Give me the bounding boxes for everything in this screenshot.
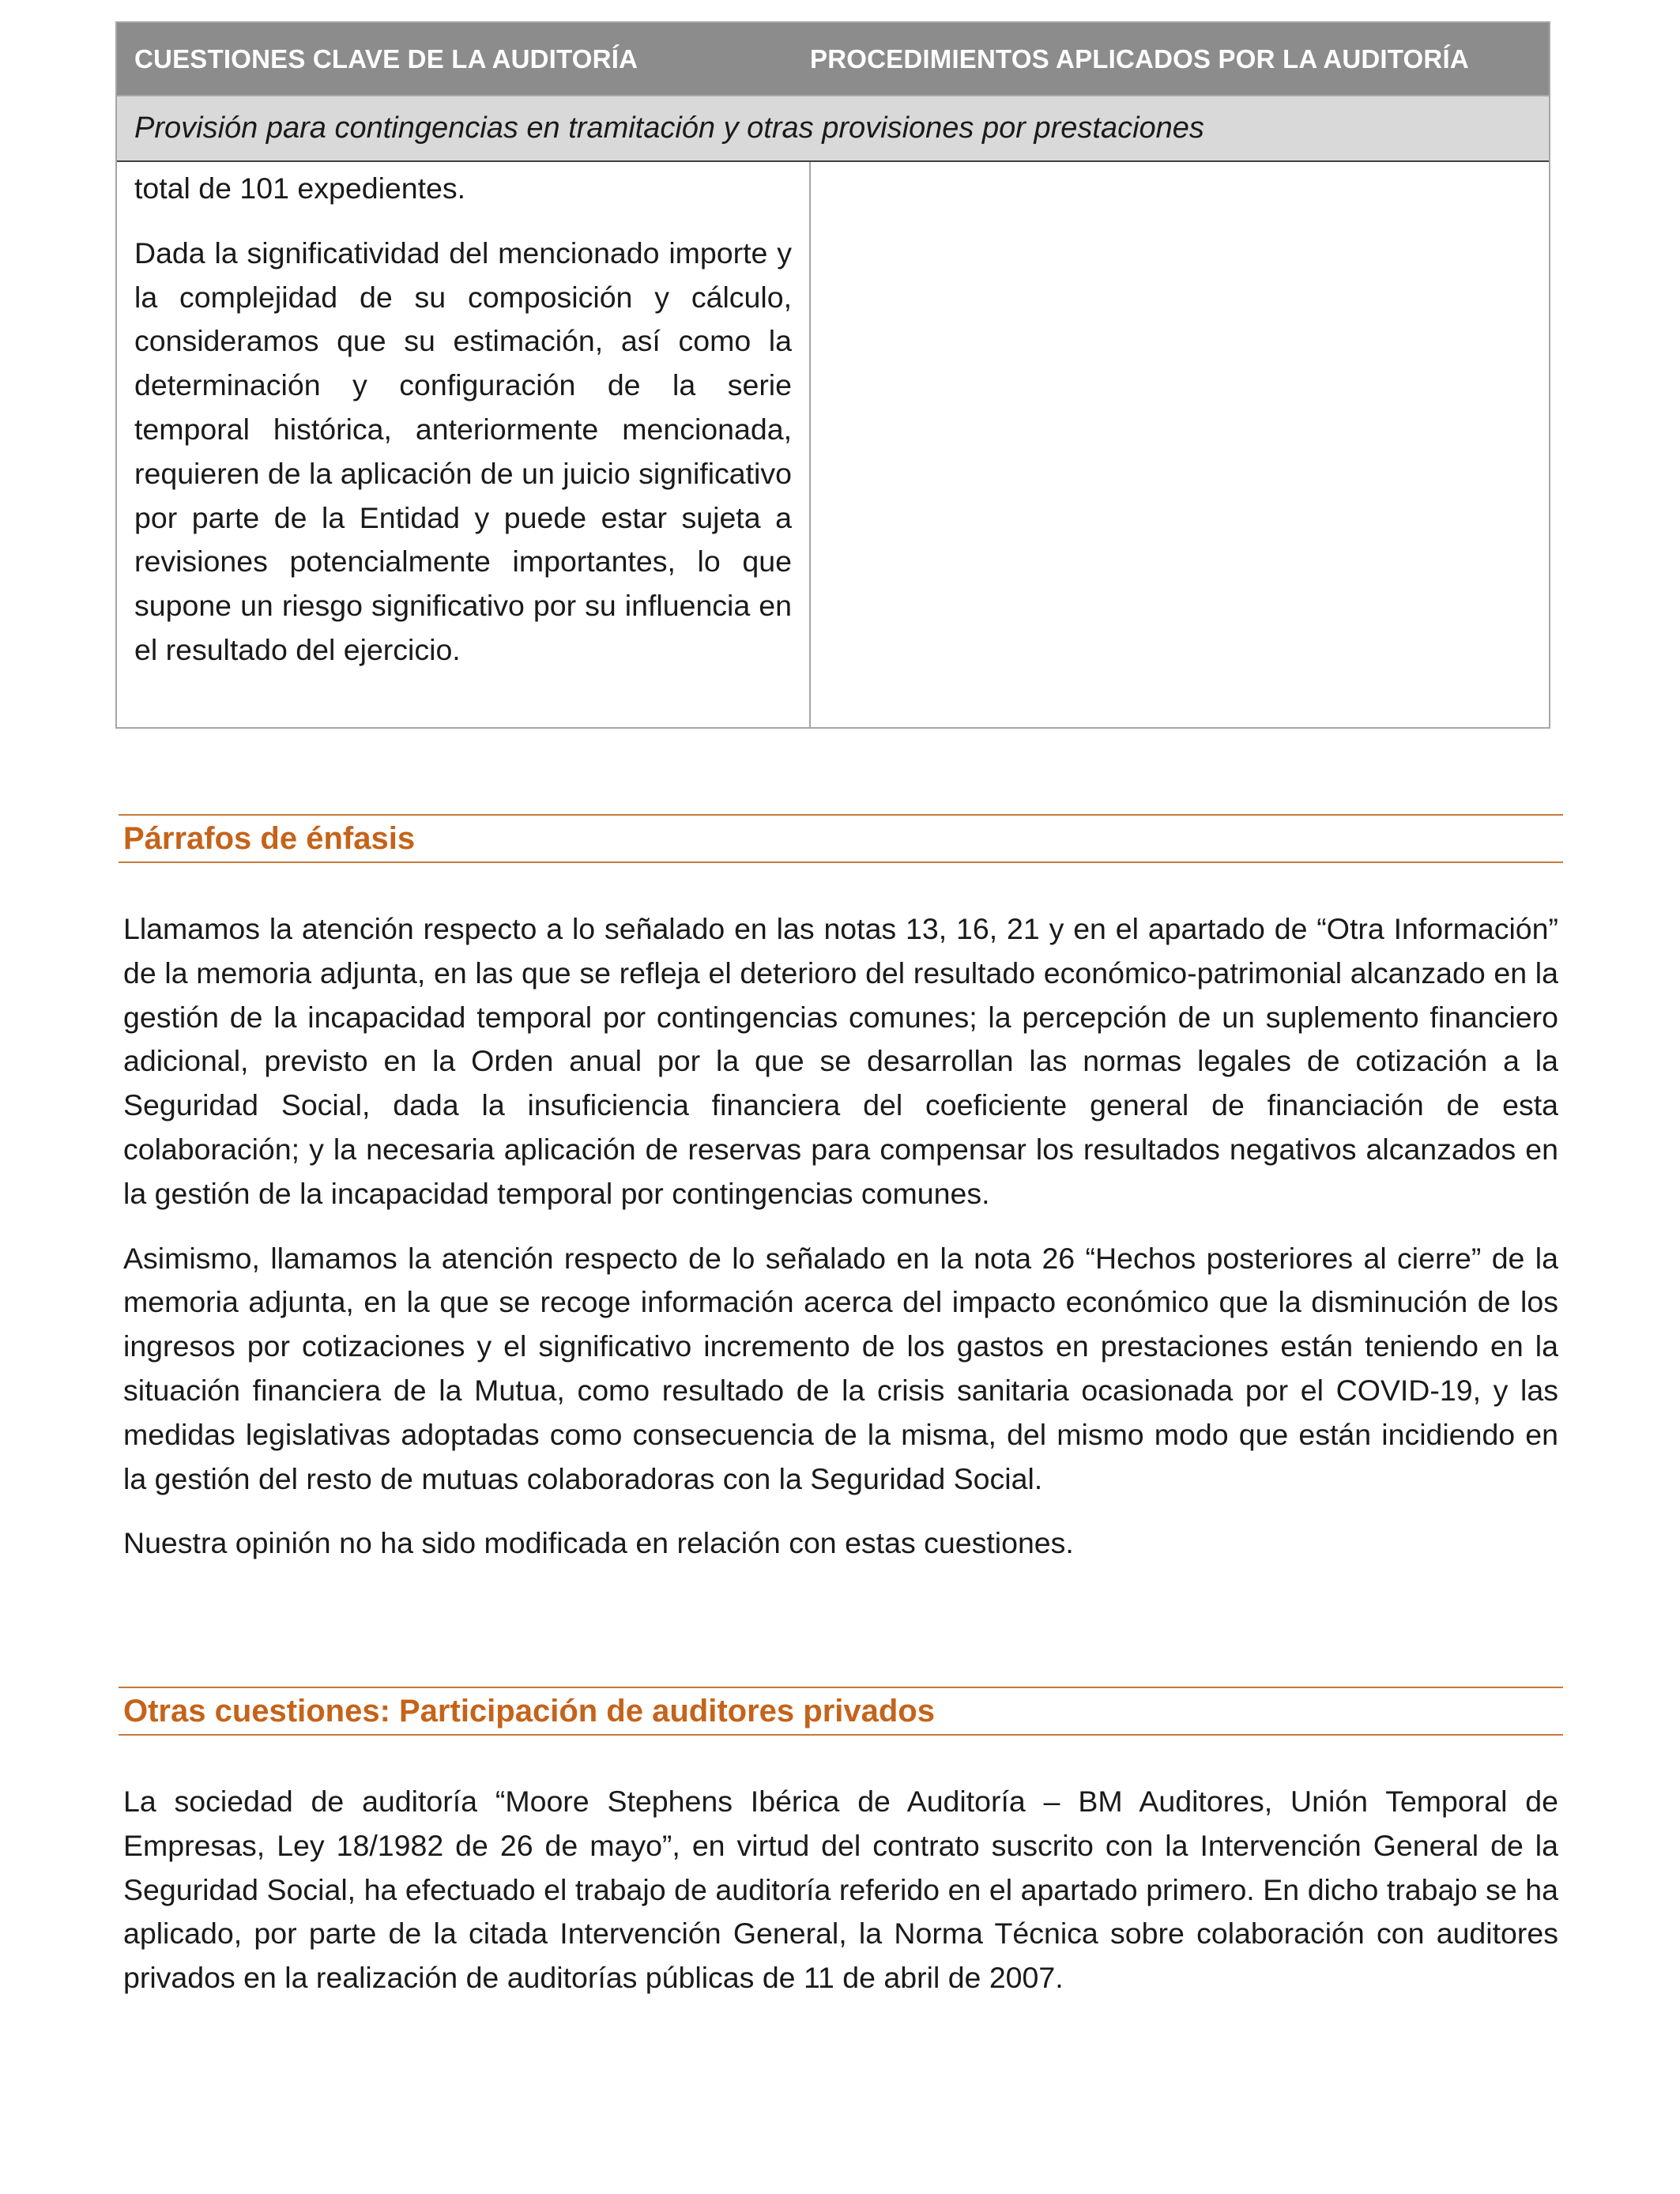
emphasis-section-body: [119, 907, 1563, 1566]
table-cell-paragraph: total de 101 expedientes.: [134, 172, 466, 205]
key-audit-matters-table: [115, 21, 1550, 729]
table-cell-key-matters: [117, 162, 811, 727]
body-paragraph: Nuestra opinión no ha sido modificada en relación con estas cuestiones.: [123, 1526, 1074, 1560]
body-paragraph: La sociedad de auditoría “Moore Stephens Ibérica de Auditoría – BM Auditores, Unión Temporal de Empresas, Ley 18/1982 de 26 de mayo”, en virtud del contrato suscrito con la Intervención General de la Seguridad Social, ha efectuado el trabajo de auditoría referido en el apartado primero. En dicho trabajo se ha aplicado, por parte de la citada Intervención General, la Norma Técnica sobre colaboración con auditores privados en la realización de auditorías públicas de 11 de abril de 2007.: [123, 1785, 1558, 1995]
table-header-key-matters: CUESTIONES CLAVE DE LA AUDITORÍA: [134, 43, 638, 74]
table-cell-procedures: [811, 162, 1549, 727]
other-matters-section-body: [119, 1780, 1563, 2000]
body-paragraph: Llamamos la atención respecto a lo señalado en las notas 13, 16, 21 y en el apartado de “Otra Información” de la memoria adjunta, en las que se refleja el deterioro del resultado económico-patrimonial alcanzado en la gestión de la incapacidad temporal por contingencias comunes; la percepción de un suplemento financiero adicional, previsto en la Orden anual por la que se desarrollan las normas legales de cotización a la Seguridad Social, dada la insuficiencia financiera del coeficiente general de financiación de esta colaboración; y la necesaria aplicación de reservas para compensar los resultados negativos alcanzados en la gestión de la incapacidad temporal por contingencias comunes.: [123, 912, 1558, 1210]
body-paragraph: Asimismo, llamamos la atención respecto de lo señalado en la nota 26 “Hechos posteriores al cierre” de la memoria adjunta, en la que se recoge información acerca del impacto económico que la disminución de los ingresos por cotizaciones y el significativo incremento de los gastos en prestaciones están teniendo en la situación financiera de la Mutua, como resultado de la crisis sanitaria ocasionada por el COVID-19, y las medidas legislativas adoptadas como consecuencia de la misma, del mismo modo que están incidiendo en la gestión del resto de mutuas colaboradoras con la Seguridad Social.: [123, 1241, 1558, 1495]
other-matters-section: [119, 1687, 1563, 2000]
emphasis-section-title: Párrafos de énfasis: [119, 814, 1563, 863]
emphasis-section: [119, 814, 1563, 1566]
table-subheader-text: Provisión para contingencias en tramitación y otras provisiones por prestaciones: [134, 111, 1204, 145]
table-header-procedures: PROCEDIMIENTOS APLICADOS POR LA AUDITORÍA: [810, 43, 1469, 74]
other-matters-section-title: Otras cuestiones: Participación de auditores privados: [119, 1687, 1563, 1736]
table-header-row: [117, 23, 1549, 96]
table-body-row: [117, 162, 1549, 727]
table-cell-paragraph: Dada la significatividad del mencionado importe y la complejidad de su composición y cálculo, consideramos que su estimación, así como la determinación y configuración de la serie temporal histórica, anteriormente mencionada, requieren de la aplicación de un juicio significativo por parte de la Entidad y puede estar sujeta a revisiones potencialmente importantes, lo que supone un riesgo significativo por su influencia en el resultado del ejercicio.: [134, 236, 792, 666]
table-subheader-row: [117, 96, 1549, 162]
